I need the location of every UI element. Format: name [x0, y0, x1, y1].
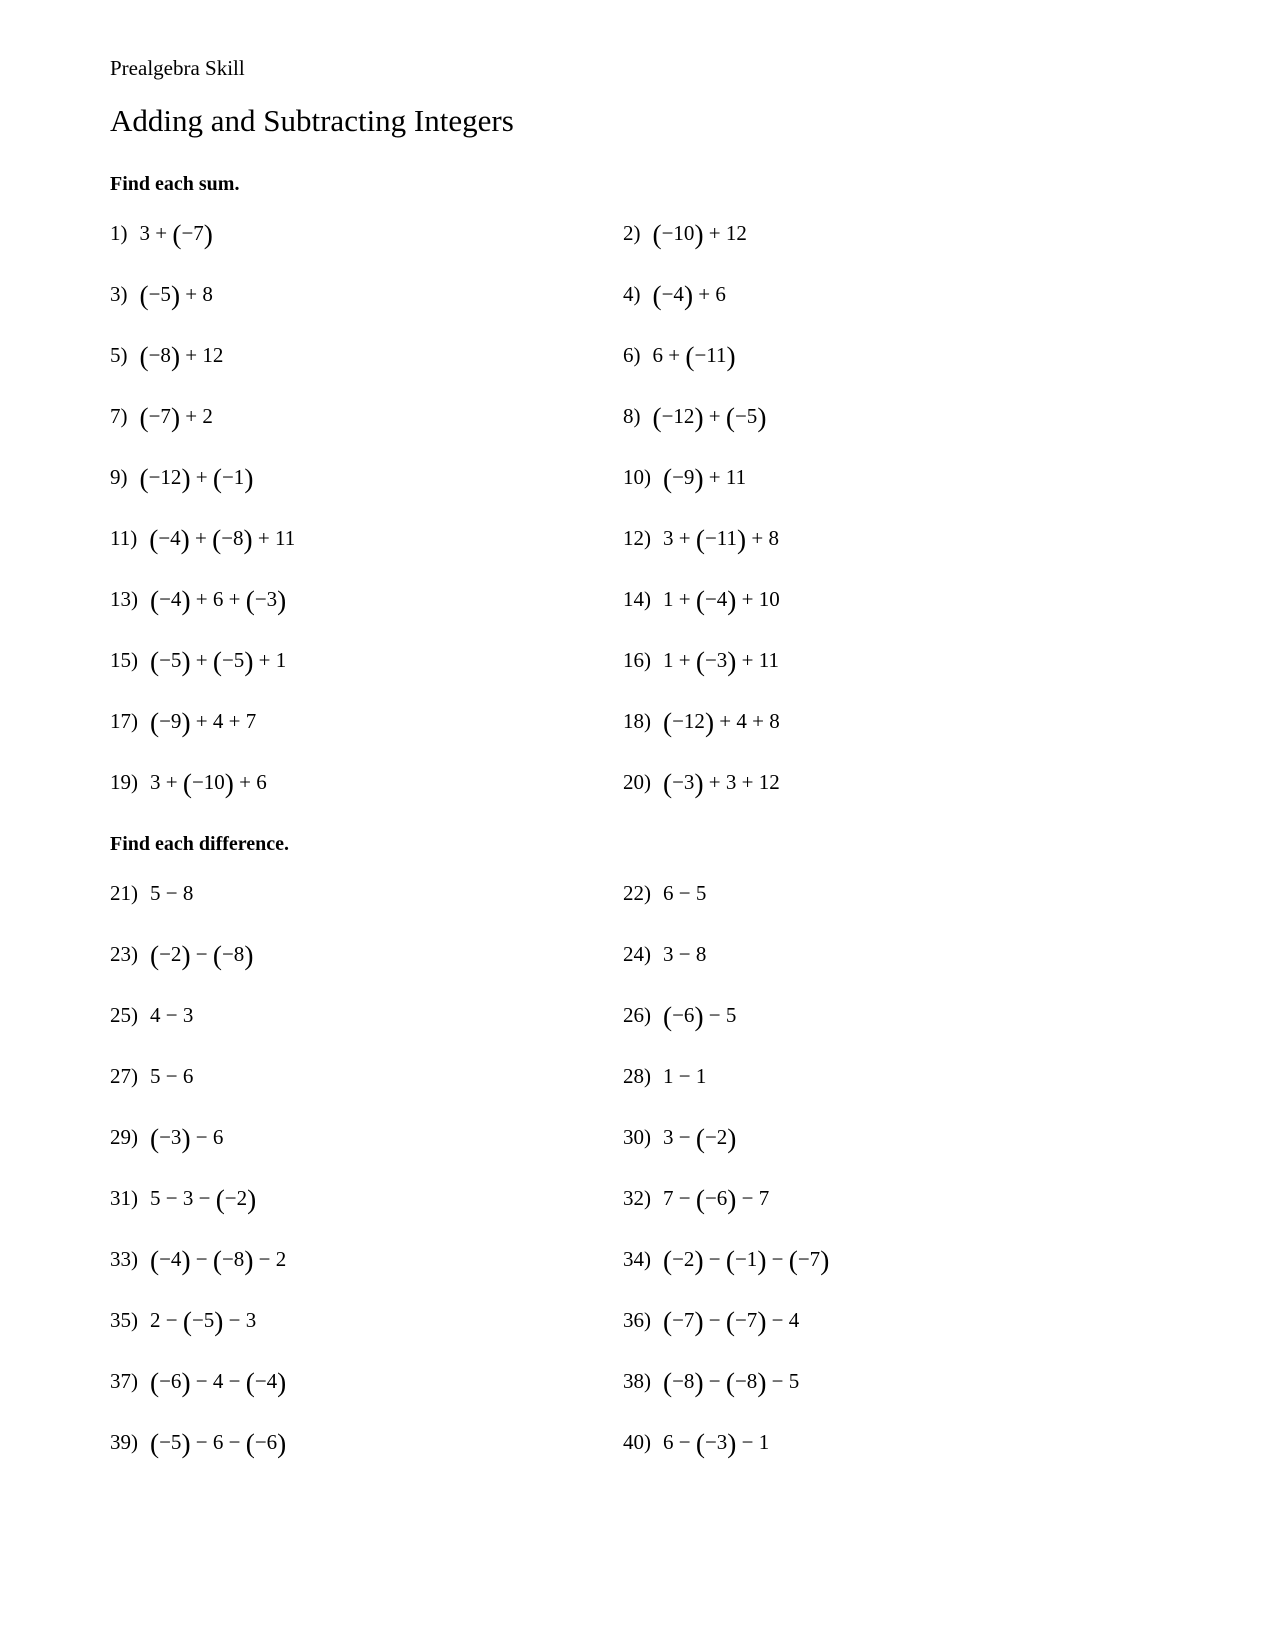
problem: [623, 708, 1195, 769]
paren: ): [277, 1428, 287, 1459]
paren: (: [663, 1367, 673, 1398]
problem: [623, 647, 1195, 708]
paren: (: [215, 1184, 225, 1215]
paren: (: [245, 1367, 255, 1398]
paren: ): [727, 1123, 737, 1154]
problem-expression: 3 − (−2): [663, 1123, 737, 1154]
paren: (: [652, 280, 662, 311]
paren: ): [243, 524, 253, 555]
problem-expression: 6 − 5: [663, 881, 707, 905]
paren: (: [663, 463, 673, 494]
problem-number: 22): [623, 881, 651, 905]
paren: ): [244, 1245, 254, 1276]
problem-number: 33): [110, 1247, 138, 1271]
paren: (: [725, 1306, 735, 1337]
problem: [623, 1246, 1195, 1307]
problem: [110, 586, 623, 647]
problem: [110, 1002, 623, 1063]
problem: [110, 342, 623, 403]
paren: (: [182, 1306, 192, 1337]
paren: ): [694, 1367, 704, 1398]
problem-expression: (−4) + 6: [652, 280, 726, 311]
problem-expression: (−5) + 8: [139, 280, 213, 311]
problem-expression: (−2) − (−8): [150, 940, 254, 971]
paren: ): [181, 1245, 191, 1276]
problem-number: 1): [110, 221, 128, 245]
problem-expression: 3 − 8: [663, 942, 707, 966]
paren: (: [150, 1367, 160, 1398]
paren: ): [181, 585, 191, 616]
problem: [110, 281, 623, 342]
problem-expression: 5 − 6: [150, 1064, 194, 1088]
problem-number: 3): [110, 282, 128, 306]
problem-number: 39): [110, 1430, 138, 1454]
problem-expression: (−7) + 2: [139, 402, 213, 433]
paren: (: [725, 1245, 735, 1276]
problem-number: 38): [623, 1369, 651, 1393]
problem-expression: 4 − 3: [150, 1003, 194, 1027]
problem-number: 12): [623, 526, 651, 550]
problem-number: 21): [110, 881, 138, 905]
problem-number: 27): [110, 1064, 138, 1088]
paren: (: [695, 524, 705, 555]
problem-expression: (−2) − (−1) − (−7): [663, 1245, 830, 1276]
paren: ): [244, 940, 254, 971]
problem: [110, 1429, 623, 1490]
paren: ): [180, 524, 190, 555]
problem-expression: (−12) + 4 + 8: [663, 707, 780, 738]
section-heading: Find each difference.: [110, 833, 290, 855]
problem-expression: (−5) + (−5) + 1: [150, 646, 287, 677]
problem-number: 26): [623, 1003, 651, 1027]
paren: ): [757, 402, 767, 433]
paren: ): [181, 707, 191, 738]
problem-number: 7): [110, 404, 128, 428]
problem: [623, 1185, 1195, 1246]
paren: ): [181, 940, 191, 971]
paren: (: [695, 585, 705, 616]
problem-number: 14): [623, 587, 651, 611]
problem-expression: 2 − (−5) − 3: [150, 1306, 257, 1337]
paren: (: [695, 1184, 705, 1215]
problem-expression: (−3) − 6: [150, 1123, 224, 1154]
problem: [623, 403, 1195, 464]
paren: ): [694, 219, 704, 250]
problem-number: 10): [623, 465, 651, 489]
problems-grid: [110, 220, 1195, 830]
worksheet-subtitle: Prealgebra Skill: [110, 56, 245, 80]
problems-grid: [110, 880, 1195, 1490]
problem-number: 11): [110, 526, 138, 550]
paren: ): [737, 524, 747, 555]
problem-number: 24): [623, 942, 651, 966]
paren: ): [170, 341, 181, 372]
paren: (: [212, 524, 222, 555]
section-heading: Find each sum.: [110, 173, 240, 195]
problem: [110, 1246, 623, 1307]
paren: (: [663, 707, 673, 738]
paren: ): [244, 646, 254, 677]
paren: ): [214, 1306, 224, 1337]
problem: [110, 1185, 623, 1246]
problem-number: 20): [623, 770, 651, 794]
paren: ): [727, 1428, 737, 1459]
problem: [623, 586, 1195, 647]
paren: ): [277, 585, 287, 616]
problem-expression: 1 − 1: [663, 1064, 707, 1088]
problem: [110, 1368, 623, 1429]
paren: (: [172, 219, 182, 250]
paren: ): [727, 585, 737, 616]
problem-expression: (−9) + 11: [663, 463, 747, 494]
problem-number: 18): [623, 709, 651, 733]
paren: (: [663, 1306, 673, 1337]
problem: [623, 1063, 1195, 1124]
problem-expression: 1 + (−4) + 10: [663, 585, 780, 616]
paren: (: [150, 646, 160, 677]
problem: [623, 281, 1195, 342]
problem-number: 5): [110, 343, 128, 367]
problem-expression: 3 + (−10) + 6: [150, 768, 267, 799]
problem-expression: 3 + (−11) + 8: [663, 524, 779, 555]
problem-expression: (−6) − 4 − (−4): [150, 1367, 287, 1398]
paren: ): [170, 402, 181, 433]
paren: (: [725, 1367, 735, 1398]
paren: ): [757, 1367, 767, 1398]
paren: ): [727, 646, 737, 677]
problem-number: 6): [623, 343, 641, 367]
problem-number: 8): [623, 404, 641, 428]
problem: [623, 1429, 1195, 1490]
problem: [623, 880, 1195, 941]
problem-expression: (−8) − (−8) − 5: [663, 1367, 800, 1398]
paren: ): [181, 646, 191, 677]
paren: (: [725, 402, 735, 433]
problem-expression: (−7) − (−7) − 4: [663, 1306, 800, 1337]
problem-number: 36): [623, 1308, 651, 1332]
problem: [623, 1124, 1195, 1185]
problem-expression: 3 + (−7): [139, 219, 213, 250]
paren: (: [212, 940, 222, 971]
problem: [623, 941, 1195, 1002]
paren: ): [694, 768, 704, 799]
paren: ): [694, 402, 704, 433]
problem-expression: (−8) + 12: [139, 341, 224, 372]
problem-number: 17): [110, 709, 138, 733]
problem-number: 25): [110, 1003, 138, 1027]
problem-number: 23): [110, 942, 138, 966]
paren: (: [150, 585, 160, 616]
paren: (: [150, 1245, 160, 1276]
problem-expression: 1 + (−3) + 11: [663, 646, 779, 677]
problem-number: 29): [110, 1125, 138, 1149]
paren: (: [685, 341, 695, 372]
paren: ): [203, 219, 213, 250]
problem: [110, 525, 623, 586]
problem-sections: [110, 174, 1195, 1490]
problem-number: 40): [623, 1430, 651, 1454]
paren: (: [150, 1428, 160, 1459]
problem: [110, 403, 623, 464]
paren: (: [663, 1245, 673, 1276]
paren: (: [212, 646, 222, 677]
problem-number: 28): [623, 1064, 651, 1088]
paren: (: [245, 1428, 255, 1459]
paren: (: [652, 219, 662, 250]
paren: (: [212, 1245, 222, 1276]
paren: (: [788, 1245, 798, 1276]
problem: [623, 1002, 1195, 1063]
problem-number: 2): [623, 221, 641, 245]
problem: [110, 941, 623, 1002]
problem: [623, 220, 1195, 281]
problem: [110, 647, 623, 708]
problem-expression: 6 − (−3) − 1: [663, 1428, 770, 1459]
problem-number: 19): [110, 770, 138, 794]
problem-number: 32): [623, 1186, 651, 1210]
problem: [110, 769, 623, 830]
paren: (: [695, 1123, 705, 1154]
problem-number: 4): [623, 282, 641, 306]
problem-expression: (−12) + (−5): [652, 402, 767, 433]
paren: (: [695, 1428, 705, 1459]
problem-expression: 7 − (−6) − 7: [663, 1184, 770, 1215]
problem-expression: 5 − 8: [150, 881, 194, 905]
problem-expression: (−9) + 4 + 7: [150, 707, 257, 738]
problem-number: 31): [110, 1186, 138, 1210]
paren: (: [139, 341, 149, 372]
paren: (: [182, 768, 192, 799]
problem-expression: (−4) + 6 + (−3): [150, 585, 287, 616]
paren: ): [683, 280, 694, 311]
problem-expression: (−3) + 3 + 12: [663, 768, 780, 799]
problem-expression: (−5) − 6 − (−6): [150, 1428, 287, 1459]
paren: ): [247, 1184, 257, 1215]
problem: [623, 1368, 1195, 1429]
problem: [623, 525, 1195, 586]
paren: ): [704, 707, 715, 738]
paren: ): [181, 1123, 191, 1154]
paren: ): [181, 1428, 191, 1459]
problem: [110, 880, 623, 941]
problem-number: 30): [623, 1125, 651, 1149]
problem: [110, 1307, 623, 1368]
paren: (: [695, 646, 705, 677]
problem-expression: (−4) + (−8) + 11: [149, 524, 296, 555]
page-title: Adding and Subtracting Integers: [110, 103, 514, 138]
problem-expression: (−6) − 5: [663, 1001, 737, 1032]
paren: ): [694, 463, 704, 494]
problem: [110, 708, 623, 769]
problem: [623, 342, 1195, 403]
paren: ): [757, 1306, 767, 1337]
paren: ): [726, 341, 736, 372]
problem-number: 13): [110, 587, 138, 611]
problem-number: 34): [623, 1247, 651, 1271]
paren: ): [820, 1245, 830, 1276]
paren: ): [694, 1001, 704, 1032]
paren: (: [139, 402, 149, 433]
problem-number: 16): [623, 648, 651, 672]
paren: ): [181, 1367, 191, 1398]
paren: ): [181, 463, 191, 494]
problem-expression: (−4) − (−8) − 2: [150, 1245, 287, 1276]
paren: ): [757, 1245, 767, 1276]
paren: ): [244, 463, 254, 494]
paren: (: [149, 524, 159, 555]
paren: (: [150, 707, 160, 738]
paren: (: [245, 585, 255, 616]
paren: (: [663, 768, 673, 799]
problem: [110, 464, 623, 525]
paren: ): [224, 768, 234, 799]
paren: (: [212, 463, 222, 494]
problem: [110, 220, 623, 281]
paren: (: [663, 1001, 673, 1032]
problem-expression: (−10) + 12: [652, 219, 747, 250]
paren: ): [170, 280, 181, 311]
problem-expression: 6 + (−11): [652, 341, 736, 372]
problem: [623, 1307, 1195, 1368]
problem-expression: (−12) + (−1): [139, 463, 254, 494]
problem-number: 9): [110, 465, 128, 489]
problem: [110, 1124, 623, 1185]
paren: (: [150, 940, 160, 971]
problem: [623, 769, 1195, 830]
problem-number: 37): [110, 1369, 138, 1393]
paren: (: [139, 280, 149, 311]
paren: ): [277, 1367, 287, 1398]
problem-expression: 5 − 3 − (−2): [150, 1184, 257, 1215]
paren: ): [727, 1184, 737, 1215]
problem-number: 35): [110, 1308, 138, 1332]
paren: ): [694, 1306, 704, 1337]
paren: (: [139, 463, 149, 494]
problem: [623, 464, 1195, 525]
paren: (: [150, 1123, 160, 1154]
paren: ): [694, 1245, 704, 1276]
paren: (: [652, 402, 662, 433]
problem: [110, 1063, 623, 1124]
problem-number: 15): [110, 648, 138, 672]
